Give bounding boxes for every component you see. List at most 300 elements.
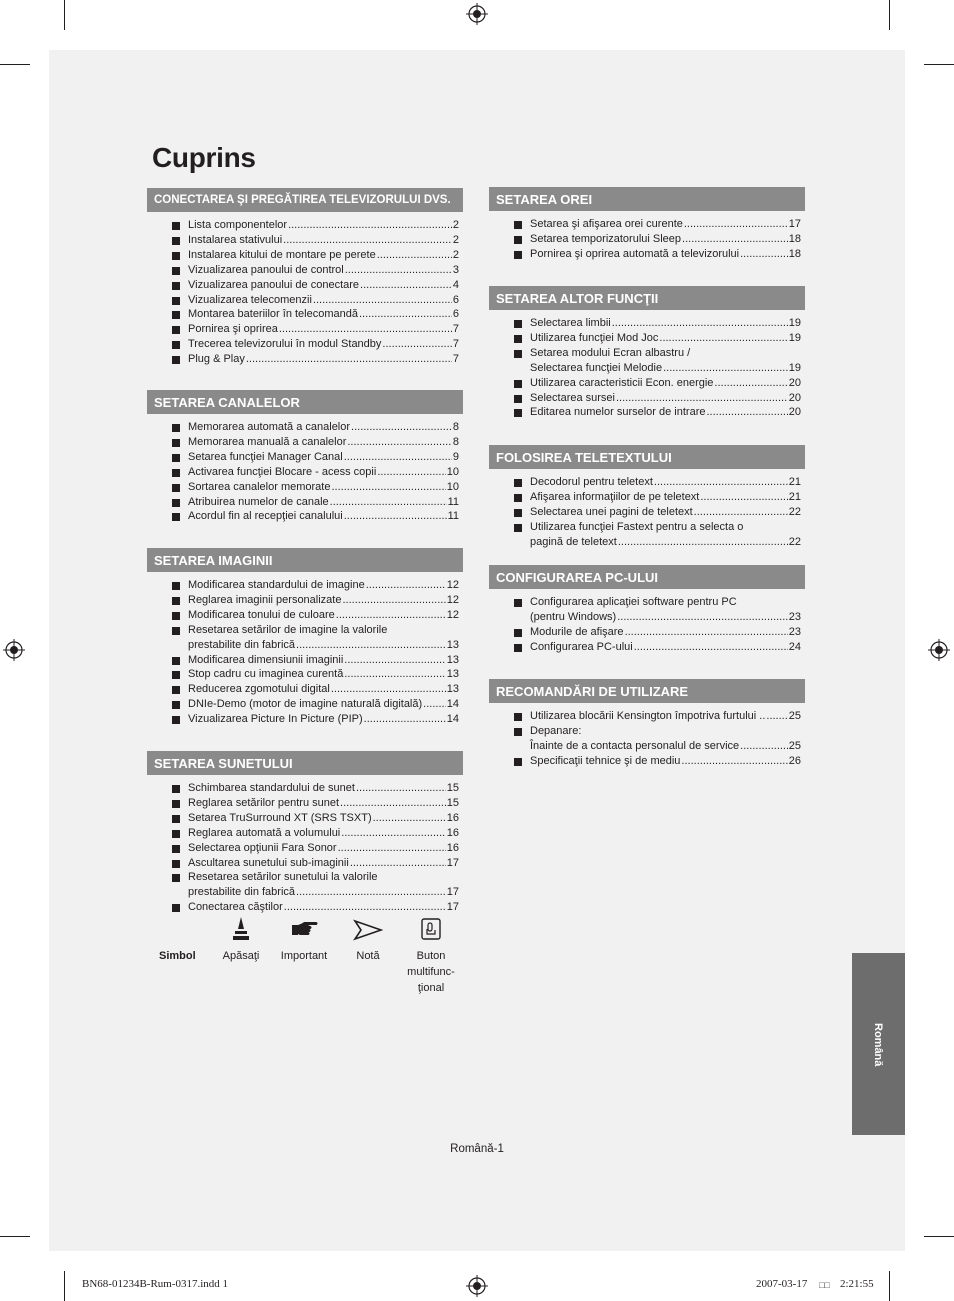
toc-entry bbox=[489, 475, 805, 490]
toc-entry-page: 20 bbox=[788, 376, 801, 389]
toc-entry bbox=[489, 391, 805, 406]
multifunction-button-icon bbox=[420, 915, 442, 945]
toc-list bbox=[147, 781, 463, 915]
toc-entry-text: Conectarea căştilor bbox=[188, 901, 283, 914]
toc-entry-text: pagină de teletext bbox=[530, 535, 617, 548]
legend-item-multifunction bbox=[396, 915, 466, 996]
toc-entry bbox=[489, 520, 805, 550]
toc-entry bbox=[489, 247, 805, 262]
dot-leader bbox=[359, 307, 452, 322]
legend-item-note bbox=[333, 915, 403, 964]
toc-entry-text: Ascultarea sunetului sub-imaginii bbox=[188, 856, 349, 869]
toc-entry-page: 2 bbox=[452, 233, 459, 246]
bullet-square-icon bbox=[172, 785, 180, 793]
toc-list bbox=[147, 420, 463, 524]
toc-entry-page: 13 bbox=[446, 638, 459, 651]
toc-entry-page: 22 bbox=[788, 535, 801, 548]
toc-entry-page: 17 bbox=[788, 218, 801, 230]
toc-section bbox=[489, 565, 805, 655]
bullet-square-icon bbox=[172, 222, 180, 230]
symbol-legend bbox=[150, 915, 470, 1005]
dot-leader bbox=[654, 475, 788, 490]
toc-entry-text: Plug & Play bbox=[188, 353, 245, 366]
toc-entry-text: Selectarea opţiunii Fara Sonor bbox=[188, 841, 337, 854]
crop-mark bbox=[64, 0, 65, 30]
toc-entry bbox=[147, 278, 463, 293]
toc-entry bbox=[147, 682, 463, 697]
bullet-square-icon bbox=[172, 845, 180, 853]
toc-entry bbox=[147, 870, 463, 900]
dot-leader bbox=[659, 331, 787, 346]
toc-section bbox=[147, 390, 463, 524]
toc-entry-text: Reglarea automată a volumului bbox=[188, 826, 341, 839]
bullet-square-icon bbox=[514, 409, 522, 417]
toc-entry-text: Instalarea kitului de montare pe perete bbox=[188, 248, 376, 261]
dot-leader bbox=[740, 739, 788, 754]
toc-entry-page: 23 bbox=[788, 610, 801, 623]
dot-leader bbox=[296, 885, 446, 900]
bullet-square-icon bbox=[172, 499, 180, 507]
dot-leader bbox=[331, 480, 445, 495]
legend-label: multifunc- bbox=[407, 966, 455, 978]
toc-entry-page: 19 bbox=[788, 331, 801, 344]
bullet-square-icon bbox=[172, 860, 180, 868]
toc-entry-text: Utilizarea caracteristicii Econ. energie bbox=[530, 376, 714, 389]
dot-leader bbox=[684, 217, 788, 232]
toc-entry bbox=[147, 796, 463, 811]
crop-mark bbox=[924, 64, 954, 65]
toc-entry bbox=[147, 667, 463, 682]
section-heading: FOLOSIREA TELETEXTULUI bbox=[489, 445, 805, 469]
toc-entry bbox=[147, 465, 463, 480]
toc-entry bbox=[147, 263, 463, 278]
toc-entry bbox=[147, 495, 463, 510]
toc-entry bbox=[147, 450, 463, 465]
toc-entry-text: Modificarea standardului de imagine bbox=[188, 579, 365, 591]
bullet-square-icon bbox=[172, 311, 180, 319]
bullet-square-icon bbox=[172, 627, 180, 635]
dot-leader bbox=[350, 856, 446, 871]
toc-entry-page: 21 bbox=[788, 476, 801, 488]
toc-entry-page: 25 bbox=[788, 710, 801, 722]
toc-entry-page: 6 bbox=[452, 293, 459, 306]
toc-entry-text: DNIe-Demo (motor de imagine naturală digitală) bbox=[188, 698, 423, 711]
toc-entry bbox=[147, 781, 463, 796]
dot-leader bbox=[625, 625, 788, 640]
toc-list bbox=[489, 595, 805, 655]
bullet-square-icon bbox=[172, 424, 180, 432]
section-heading: SETAREA SUNETULUI bbox=[147, 751, 463, 775]
toc-entry bbox=[147, 307, 463, 322]
toc-entry bbox=[489, 490, 805, 505]
bullet-square-icon bbox=[514, 395, 522, 403]
bullet-square-icon bbox=[514, 599, 522, 607]
toc-entry bbox=[147, 712, 463, 727]
toc-entry bbox=[147, 593, 463, 608]
toc-entry-page: 15 bbox=[446, 796, 459, 809]
toc-entry-text: Modificarea tonului de culoare bbox=[188, 608, 335, 621]
language-tab-label: Română bbox=[872, 1023, 884, 1067]
dot-leader bbox=[634, 640, 788, 655]
toc-entry-page: 19 bbox=[788, 317, 801, 329]
toc-entry bbox=[147, 420, 463, 435]
toc-entry-text: Configurarea aplicaţiei software pentru PC bbox=[530, 596, 737, 608]
dot-leader bbox=[296, 638, 446, 653]
section-heading: CONFIGURAREA PC-ULUI bbox=[489, 565, 805, 589]
toc-list bbox=[489, 217, 805, 262]
section-heading: SETAREA ALTOR FUNCŢII bbox=[489, 286, 805, 310]
toc-list bbox=[489, 316, 805, 420]
legend-label: Buton bbox=[416, 950, 446, 962]
toc-entry-page: 19 bbox=[788, 361, 801, 374]
toc-entry bbox=[147, 218, 463, 233]
footer-file: BN68-01234B-Rum-0317.indd 1 bbox=[82, 1278, 229, 1290]
bullet-square-icon bbox=[172, 874, 180, 882]
dot-leader bbox=[360, 278, 452, 293]
toc-entry-page: 7 bbox=[452, 338, 459, 351]
bullet-square-icon bbox=[514, 629, 522, 637]
toc-entry-page: 20 bbox=[788, 406, 801, 419]
toc-entry bbox=[147, 856, 463, 871]
dot-leader bbox=[344, 450, 452, 465]
bullet-square-icon bbox=[172, 657, 180, 665]
dot-leader bbox=[612, 316, 788, 331]
toc-entry-text: Acordul fin al recepţiei canalului bbox=[188, 510, 343, 523]
footer-date: 2007-03-17 bbox=[756, 1278, 808, 1290]
press-icon bbox=[231, 915, 251, 945]
toc-entry-page: 7 bbox=[452, 353, 459, 366]
toc-entry-text: Utilizarea funcţiei Fastext pentru a selecta o bbox=[530, 520, 744, 533]
bullet-square-icon bbox=[172, 252, 180, 260]
toc-entry-text: Lista componentelor bbox=[188, 219, 288, 231]
bullet-square-icon bbox=[172, 830, 180, 838]
toc-entry-text: Pornirea şi oprirea automată a televizorului bbox=[530, 247, 740, 260]
toc-entry-page: 25 bbox=[788, 739, 801, 752]
toc-entry bbox=[147, 653, 463, 668]
toc-entry-text: Depanare: bbox=[530, 724, 582, 737]
dot-leader bbox=[364, 712, 446, 727]
toc-entry-text: Setarea funcţiei Manager Canal bbox=[188, 450, 343, 463]
toc-entry-page: 21 bbox=[788, 490, 801, 503]
section-heading: CONECTAREA ŞI PREGĂTIREA TELEVIZORULUI DVS. bbox=[147, 188, 463, 212]
registration-mark-icon bbox=[3, 639, 25, 661]
toc-entry-page: 17 bbox=[446, 856, 459, 869]
toc-entry-text: Afişarea informaţiilor de pe teletext bbox=[530, 490, 700, 503]
bullet-square-icon bbox=[172, 815, 180, 823]
dot-leader bbox=[382, 337, 451, 352]
toc-entry-text: Vizualizarea panoului de conectare bbox=[188, 278, 360, 291]
dot-leader bbox=[366, 578, 446, 593]
toc-entry-text: Setarea şi afişarea orei curente bbox=[530, 218, 683, 230]
toc-entry-text: Înainte de a contacta personalul de service bbox=[530, 739, 740, 752]
bullet-square-icon bbox=[172, 341, 180, 349]
bullet-square-icon bbox=[514, 221, 522, 229]
toc-entry bbox=[489, 595, 805, 625]
registration-mark-icon bbox=[466, 3, 488, 25]
legend-item-important bbox=[269, 915, 339, 964]
bullet-square-icon bbox=[514, 509, 522, 517]
toc-entry-page: 13 bbox=[446, 683, 459, 696]
section-heading: SETAREA IMAGINII bbox=[147, 548, 463, 572]
dot-leader bbox=[340, 796, 446, 811]
dot-leader bbox=[663, 361, 788, 376]
toc-entry-text: Memorarea manuală a canalelor bbox=[188, 435, 347, 448]
bullet-square-icon bbox=[172, 439, 180, 447]
bullet-square-icon bbox=[514, 251, 522, 259]
toc-entry-text: Setarea modului Ecran albastru / bbox=[530, 346, 691, 359]
toc-entry bbox=[147, 248, 463, 263]
toc-entry-page: 7 bbox=[452, 323, 459, 336]
bullet-square-icon bbox=[514, 524, 522, 532]
toc-entry-page: 16 bbox=[446, 841, 459, 854]
toc-entry-page: 22 bbox=[788, 505, 801, 518]
bullet-square-icon bbox=[172, 597, 180, 605]
toc-list bbox=[489, 709, 805, 769]
bullet-square-icon bbox=[514, 236, 522, 244]
footer-time: 2:21:55 bbox=[840, 1278, 874, 1290]
toc-entry bbox=[147, 826, 463, 841]
dot-leader bbox=[338, 841, 446, 856]
toc-entry-page: 14 bbox=[446, 698, 459, 711]
legend-item-press bbox=[206, 915, 276, 964]
toc-entry-page: 18 bbox=[788, 247, 801, 260]
dot-leader bbox=[740, 247, 788, 262]
toc-entry bbox=[147, 623, 463, 653]
toc-entry-text: Specificaţii tehnice şi de mediu bbox=[530, 754, 681, 767]
crop-mark bbox=[889, 0, 890, 30]
legend-label: Apăsaţi bbox=[222, 950, 260, 962]
toc-section bbox=[489, 679, 805, 769]
toc-entry bbox=[147, 697, 463, 712]
dot-leader bbox=[377, 465, 445, 480]
toc-entry-page: 23 bbox=[788, 625, 801, 638]
bullet-square-icon bbox=[172, 237, 180, 245]
crop-mark bbox=[924, 1236, 954, 1237]
legend-label: ţional bbox=[417, 982, 445, 994]
dot-leader bbox=[616, 391, 788, 406]
toc-entry-text: Decodorul pentru teletext bbox=[530, 476, 653, 488]
toc-entry bbox=[147, 608, 463, 623]
footer-glyph-icon: □□ bbox=[819, 1280, 830, 1290]
bullet-square-icon bbox=[172, 454, 180, 462]
toc-entry bbox=[147, 841, 463, 856]
section-heading: RECOMANDĂRI DE UTILIZARE bbox=[489, 679, 805, 703]
toc-entry bbox=[147, 480, 463, 495]
toc-entry-page: 8 bbox=[452, 435, 459, 448]
legend-label: Important bbox=[280, 950, 328, 962]
bullet-square-icon bbox=[514, 758, 522, 766]
toc-entry-page: 16 bbox=[446, 811, 459, 824]
bullet-square-icon bbox=[172, 282, 180, 290]
dot-leader bbox=[344, 667, 445, 682]
toc-entry-page: 8 bbox=[452, 421, 459, 433]
bullet-square-icon bbox=[172, 267, 180, 275]
dot-leader bbox=[283, 233, 452, 248]
toc-entry-page: 4 bbox=[452, 278, 459, 291]
bullet-square-icon bbox=[172, 297, 180, 305]
toc-entry bbox=[489, 346, 805, 376]
toc-entry bbox=[489, 709, 805, 724]
toc-entry-text: Atribuirea numelor de canale bbox=[188, 495, 329, 508]
toc-section bbox=[489, 445, 805, 550]
toc-entry-page: 18 bbox=[788, 232, 801, 245]
toc-entry-text: Configurarea PC-ului bbox=[530, 640, 633, 653]
dot-leader bbox=[313, 293, 452, 308]
toc-entry-text: Utilizarea blocării Kensington împotriva furtului .. bbox=[530, 710, 766, 722]
toc-entry-text: Reglarea setărilor pentru sunet bbox=[188, 796, 340, 809]
crop-mark bbox=[0, 1236, 30, 1237]
toc-entry-page: 16 bbox=[446, 826, 459, 839]
toc-entry-text: Modificarea dimensiunii imaginii bbox=[188, 653, 344, 666]
page-title: Cuprins bbox=[152, 142, 256, 173]
bullet-square-icon bbox=[514, 644, 522, 652]
toc-entry-page: 2 bbox=[452, 248, 459, 261]
dot-leader bbox=[423, 697, 446, 712]
dot-leader bbox=[330, 495, 447, 510]
toc-entry-text: Vizualizarea panoului de control bbox=[188, 263, 344, 276]
toc-entry-page: 2 bbox=[452, 219, 459, 231]
crop-mark bbox=[889, 1271, 890, 1301]
legend-label: Notă bbox=[356, 950, 380, 962]
dot-leader bbox=[706, 405, 787, 420]
toc-entry-text: Stop cadru cu imaginea curentă bbox=[188, 668, 344, 681]
toc-entry-page: 24 bbox=[788, 640, 801, 653]
crop-mark bbox=[0, 64, 30, 65]
page-number: Română-1 bbox=[450, 1143, 504, 1155]
toc-entry-text: Selectarea sursei bbox=[530, 391, 615, 404]
toc-entry-text: Instalarea stativului bbox=[188, 233, 283, 246]
bullet-square-icon bbox=[172, 671, 180, 679]
toc-entry-text: Vizualizarea Picture In Picture (PIP) bbox=[188, 713, 363, 726]
dot-leader bbox=[617, 610, 788, 625]
toc-entry-text: Pornirea şi oprirea bbox=[188, 323, 278, 336]
toc-entry bbox=[147, 435, 463, 450]
toc-entry bbox=[489, 232, 805, 247]
toc-entry bbox=[147, 337, 463, 352]
toc-list bbox=[147, 578, 463, 727]
dot-leader bbox=[288, 218, 452, 233]
toc-entry-text: prestabilite din fabrică bbox=[188, 638, 296, 651]
toc-entry bbox=[147, 293, 463, 308]
toc-entry-text: Setarea temporizatorului Sleep bbox=[530, 232, 682, 245]
toc-list bbox=[147, 218, 463, 367]
toc-entry bbox=[489, 331, 805, 346]
toc-entry-page: 12 bbox=[446, 593, 459, 606]
bullet-square-icon bbox=[514, 728, 522, 736]
toc-entry-page: 14 bbox=[446, 713, 459, 726]
section-heading: SETAREA CANALELOR bbox=[147, 390, 463, 414]
dot-leader bbox=[766, 709, 787, 724]
dot-leader bbox=[344, 509, 447, 524]
toc-entry-page: 15 bbox=[446, 782, 459, 794]
dot-leader bbox=[377, 248, 452, 263]
note-arrow-icon bbox=[353, 915, 383, 945]
toc-entry-text: Reducerea zgomotului digital bbox=[188, 683, 330, 696]
dot-leader bbox=[714, 376, 787, 391]
bullet-square-icon bbox=[172, 612, 180, 620]
bullet-square-icon bbox=[172, 326, 180, 334]
toc-entry bbox=[489, 640, 805, 655]
bullet-square-icon bbox=[172, 469, 180, 477]
toc-entry-text: Sortarea canalelor memorate bbox=[188, 480, 331, 493]
toc-entry-text: Montarea bateriilor în telecomandă bbox=[188, 308, 358, 321]
toc-entry-text: Vizualizarea telecomenzii bbox=[188, 293, 312, 306]
dot-leader bbox=[356, 781, 446, 796]
toc-entry-page: 12 bbox=[446, 579, 459, 591]
dot-leader bbox=[681, 754, 787, 769]
bullet-square-icon bbox=[514, 713, 522, 721]
registration-mark-icon bbox=[466, 1275, 488, 1297]
dot-leader bbox=[341, 826, 445, 841]
toc-entry-page: 10 bbox=[446, 465, 459, 478]
toc-entry-text: Trecerea televizorului în modul Standby bbox=[188, 338, 382, 351]
bullet-square-icon bbox=[514, 335, 522, 343]
dot-leader bbox=[694, 505, 788, 520]
bullet-square-icon bbox=[514, 494, 522, 502]
toc-entry-page: 13 bbox=[446, 668, 459, 681]
dot-leader bbox=[351, 420, 452, 435]
toc-entry-text: (pentru Windows) bbox=[530, 610, 617, 623]
toc-entry bbox=[489, 217, 805, 232]
toc-entry bbox=[147, 352, 463, 367]
toc-entry-text: Selectarea limbii bbox=[530, 317, 611, 329]
toc-entry-page: 6 bbox=[452, 308, 459, 321]
dot-leader bbox=[279, 322, 452, 337]
toc-entry-text: Modurile de afişare bbox=[530, 625, 624, 638]
toc-entry-page: 20 bbox=[788, 391, 801, 404]
dot-leader bbox=[336, 608, 446, 623]
dot-leader bbox=[344, 653, 445, 668]
toc-entry-page: 9 bbox=[452, 450, 459, 463]
toc-entry bbox=[489, 754, 805, 769]
dot-leader bbox=[331, 682, 446, 697]
toc-entry-page: 17 bbox=[446, 886, 459, 899]
bullet-square-icon bbox=[172, 484, 180, 492]
bullet-square-icon bbox=[172, 716, 180, 724]
toc-entry-text: Setarea TruSurround XT (SRS TSXT) bbox=[188, 811, 372, 824]
dot-leader bbox=[246, 352, 452, 367]
toc-entry-text: Utilizarea funcţiei Mod Joc bbox=[530, 331, 659, 344]
toc-entry-text: Selectarea unei pagini de teletext bbox=[530, 505, 693, 518]
bullet-square-icon bbox=[172, 513, 180, 521]
toc-list bbox=[489, 475, 805, 550]
section-heading: SETAREA OREI bbox=[489, 187, 805, 211]
toc-entry-text: Editarea numelor surselor de intrare bbox=[530, 406, 706, 419]
registration-mark-icon bbox=[928, 639, 950, 661]
dot-leader bbox=[682, 232, 788, 247]
toc-entry-page: 13 bbox=[446, 653, 459, 666]
crop-mark bbox=[64, 1271, 65, 1301]
toc-entry-text: Selectarea funcţiei Melodie bbox=[530, 361, 663, 374]
bullet-square-icon bbox=[514, 479, 522, 487]
toc-entry-page: 12 bbox=[446, 608, 459, 621]
bullet-square-icon bbox=[514, 380, 522, 388]
toc-entry bbox=[489, 724, 805, 754]
toc-entry-page: 11 bbox=[447, 510, 459, 523]
toc-entry bbox=[489, 316, 805, 331]
bullet-square-icon bbox=[514, 320, 522, 328]
toc-entry-page: 3 bbox=[452, 263, 459, 276]
bullet-square-icon bbox=[172, 582, 180, 590]
bullet-square-icon bbox=[172, 800, 180, 808]
toc-entry bbox=[489, 405, 805, 420]
toc-entry bbox=[147, 811, 463, 826]
dot-leader bbox=[373, 811, 446, 826]
bullet-square-icon bbox=[172, 356, 180, 364]
toc-entry bbox=[489, 505, 805, 520]
toc-entry bbox=[147, 578, 463, 593]
toc-entry-text: Memorarea automată a canalelor bbox=[188, 421, 351, 433]
